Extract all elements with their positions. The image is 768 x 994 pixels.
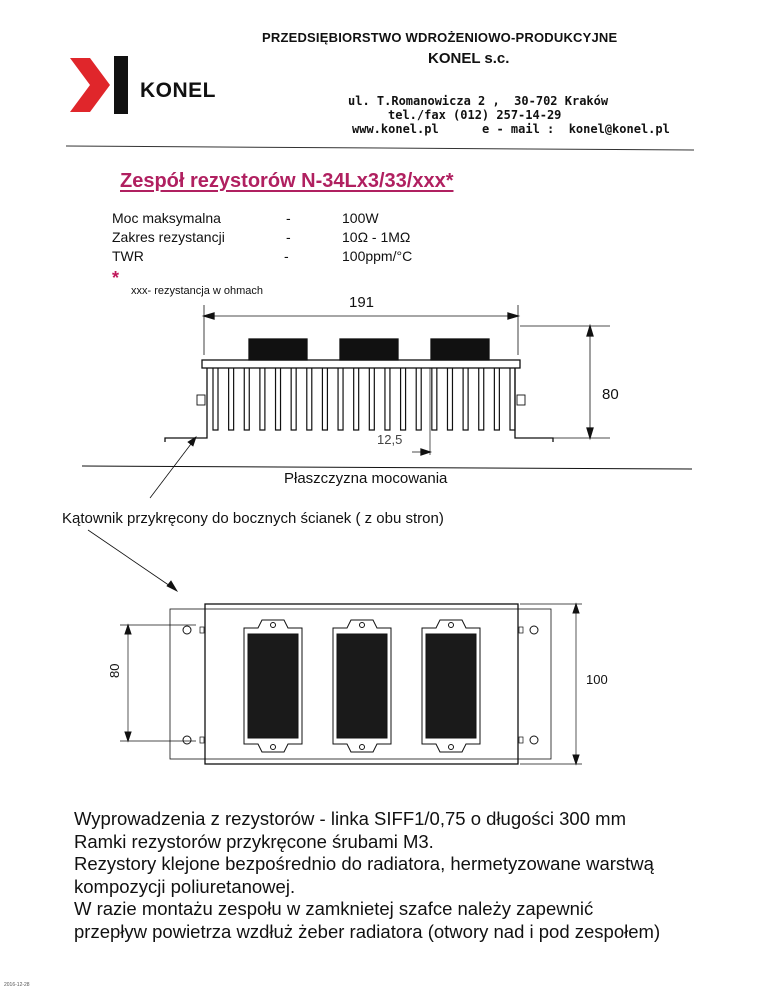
website-link[interactable]: www.konel.pl — [352, 122, 439, 136]
heatsink-fin — [510, 368, 515, 430]
resistor-body — [248, 634, 298, 738]
heatsink-fin — [307, 368, 312, 430]
spec-value-resistance: 10Ω - 1MΩ — [342, 229, 411, 245]
spec-value-power: 100W — [342, 210, 379, 226]
heatsink-fin — [260, 368, 265, 430]
screw-hole-icon — [271, 745, 276, 750]
note-star: * — [112, 268, 120, 288]
email-link[interactable]: e - mail : konel@konel.pl — [482, 122, 670, 136]
dim-height-80: 80 — [602, 386, 619, 403]
description-line: W razie montażu zespołu w zamknietej szafce należy zapewnić — [74, 898, 594, 919]
heatsink-fin — [322, 368, 327, 430]
screw-hole-icon — [449, 745, 454, 750]
heatsink-fin — [354, 368, 359, 430]
page-title: Zespół rezystorów N-34Lx3/33/xxx* — [120, 170, 454, 192]
spec-label-resistance: Zakres rezystancji — [112, 229, 225, 245]
top-view-drawing — [120, 604, 582, 764]
description-line: Ramki rezystorów przykręcone śrubami M3. — [74, 830, 434, 852]
dim-fin-spacing: 12,5 — [377, 432, 403, 447]
heatsink-fin — [276, 368, 281, 430]
screw-hole-icon — [449, 623, 454, 628]
company-name: KONEL s.c. — [428, 50, 510, 67]
heatsink-fin — [401, 368, 406, 430]
konel-logo-icon — [70, 56, 128, 114]
header-divider — [66, 146, 694, 150]
top-dim-100: 100 — [586, 672, 608, 687]
bracket-note: Kątownik przykręcony do bocznych ścianek ( z obu stron) — [62, 510, 444, 527]
heatsink-fin — [229, 368, 234, 430]
description-line: Rezystory klejone bezpośrednio do radiatora, hermetyzowane warstwą — [74, 853, 654, 874]
heatsink-fin — [447, 368, 452, 430]
heatsink-fin — [338, 368, 343, 430]
description-line: Wyprowadzenia z rezystorów - linka SIFF1/0,75 o długości 300 mm — [74, 808, 626, 829]
heatsink-fin — [479, 368, 484, 430]
note-text: xxx- rezystancja w ohmach — [131, 285, 264, 297]
description-line: przepływ powietrza wzdłuż żeber radiatora (otwory nad i pod zespołem) — [74, 920, 661, 942]
heatsink-fin — [432, 368, 437, 430]
screw-hole-icon — [360, 745, 365, 750]
heatsink-fin — [369, 368, 374, 430]
heatsink-fin — [494, 368, 499, 430]
dim-width-191: 191 — [349, 294, 375, 311]
logo-text: KONEL — [140, 79, 216, 102]
company-type: PRZEDSIĘBIORSTWO WDROŻENIOWO-PRODUKCYJNE — [262, 30, 618, 45]
address-line: ul. T.Romanowicza 2 , 30-702 Kraków — [348, 94, 609, 108]
description-block — [74, 808, 660, 943]
spec-dash-resistance: - — [286, 229, 291, 245]
mounting-plane-label: Płaszczyzna mocowania — [284, 470, 448, 487]
resistor-body — [337, 634, 387, 738]
spec-dash-power: - — [286, 210, 291, 226]
heatsink-fin — [291, 368, 296, 430]
spec-value-twr: 100ppm/°C — [342, 248, 413, 264]
heatsink-fin — [244, 368, 249, 430]
heatsink-fin — [463, 368, 468, 430]
resistor-body — [426, 634, 476, 738]
screw-hole-icon — [271, 623, 276, 628]
top-dim-80: 80 — [107, 663, 122, 678]
footer-date: 2016-12-28 — [4, 982, 30, 988]
spec-dash-twr: - — [284, 248, 289, 264]
spec-label-power: Moc maksymalna — [112, 210, 221, 226]
description-line: kompozycji poliuretanowej. — [74, 875, 296, 897]
spec-label-twr: TWR — [112, 248, 144, 264]
screw-hole-icon — [360, 623, 365, 628]
heatsink-fin — [416, 368, 421, 430]
phone-line: tel./fax (012) 257-14-29 — [388, 108, 562, 122]
heatsink-fin — [385, 368, 390, 430]
heatsink-fin — [213, 368, 218, 430]
